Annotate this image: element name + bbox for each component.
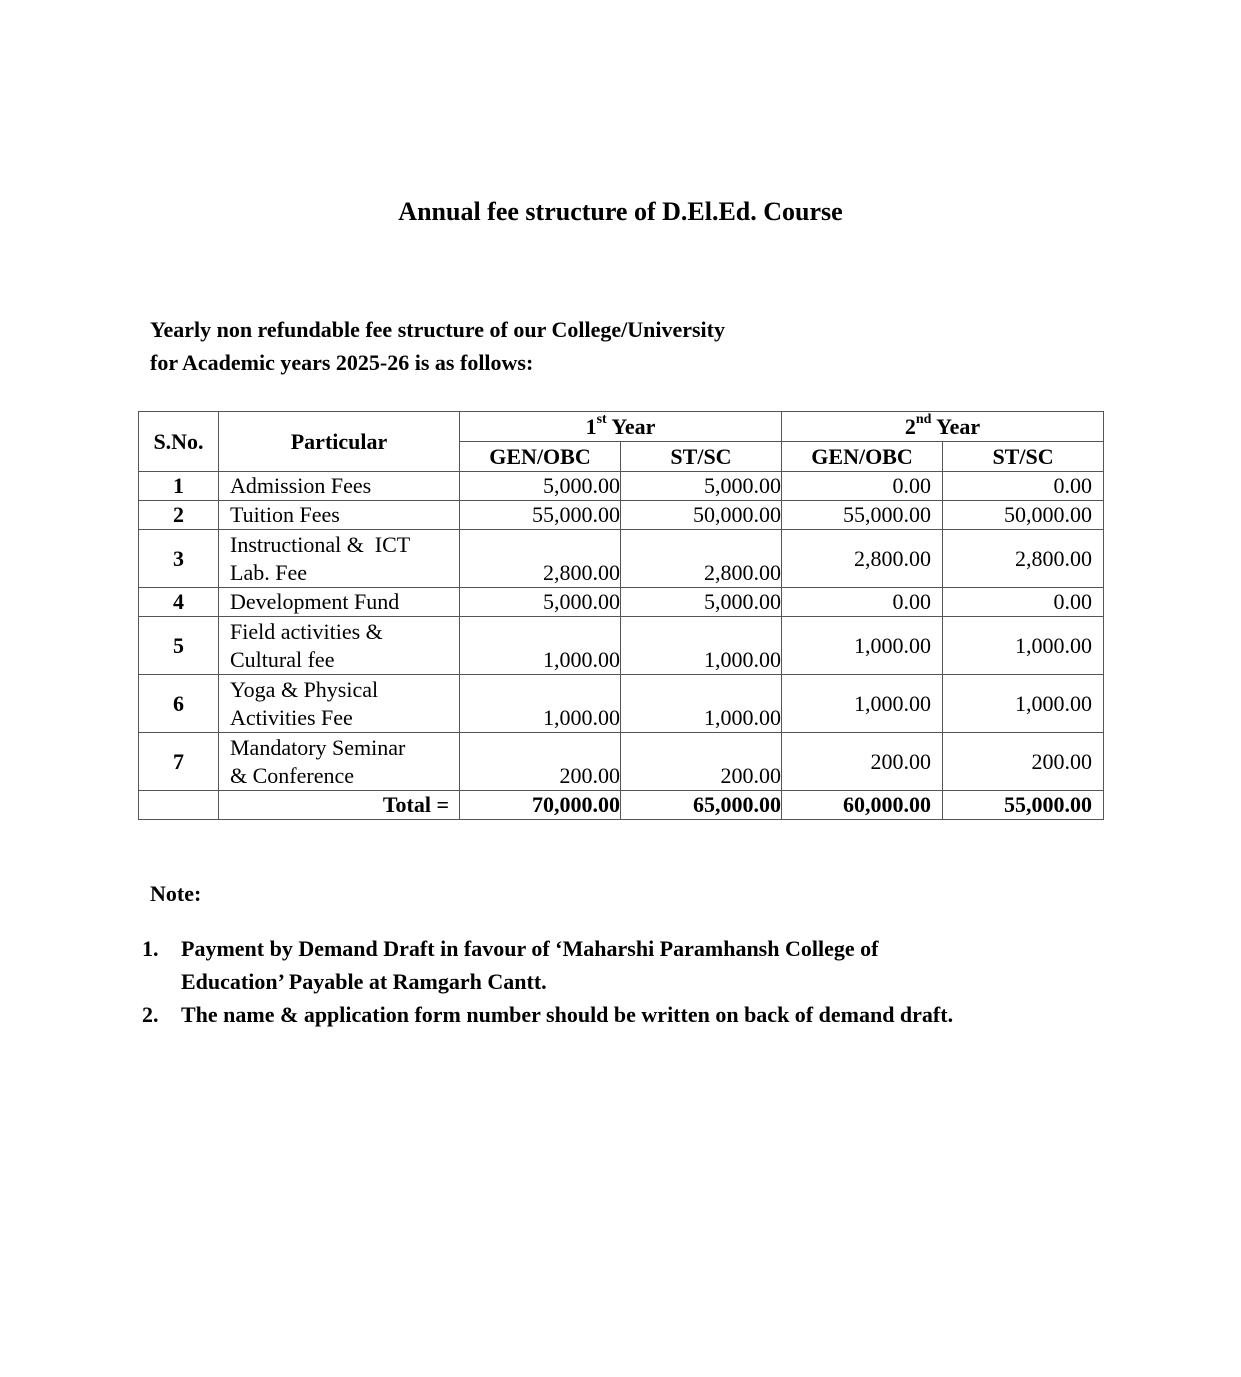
header-year-2-word: Year xyxy=(931,413,981,439)
row-particular-line-2: Cultural fee xyxy=(230,646,335,672)
notes-list xyxy=(142,932,1142,1031)
header-y1-gen-obc: GEN/OBC xyxy=(460,442,621,472)
row-y2-gen: 1,000.00 xyxy=(782,617,943,675)
row-particular-line-2: Lab. Fee xyxy=(230,559,307,585)
header-year-1-sup: st xyxy=(596,412,607,428)
row-particular: Tuition Fees xyxy=(219,501,460,530)
total-sno-empty xyxy=(139,791,219,820)
row-y1-gen: 5,000.00 xyxy=(460,472,621,501)
row-particular xyxy=(219,617,460,675)
row-y1-st: 1,000.00 xyxy=(621,675,782,733)
row-particular-line-1: Mandatory Seminar xyxy=(230,734,406,760)
header-y1-st-sc: ST/SC xyxy=(621,442,782,472)
header-year-2-num: 2 xyxy=(904,413,916,439)
note-heading: Note: xyxy=(150,881,202,906)
intro-line-1: Yearly non refundable fee structure of our College/University xyxy=(150,317,725,342)
row-particular-line-1: Instructional & ICT xyxy=(230,531,411,557)
header-y2-gen-obc: GEN/OBC xyxy=(782,442,943,472)
row-y1-gen: 1,000.00 xyxy=(460,675,621,733)
table-row xyxy=(139,588,1104,617)
row-y2-st: 1,000.00 xyxy=(943,675,1104,733)
total-y1-gen: 70,000.00 xyxy=(460,791,621,820)
note-item xyxy=(142,998,1142,1031)
intro-paragraph xyxy=(150,313,1050,379)
row-sno: 3 xyxy=(139,530,219,588)
row-y1-gen: 5,000.00 xyxy=(460,588,621,617)
row-y1-st: 5,000.00 xyxy=(621,472,782,501)
header-row-years xyxy=(139,412,1104,442)
table-row xyxy=(139,617,1104,675)
row-particular: Admission Fees xyxy=(219,472,460,501)
header-year-2-sup: nd xyxy=(915,412,932,428)
row-sno: 5 xyxy=(139,617,219,675)
row-y2-gen: 1,000.00 xyxy=(782,675,943,733)
row-particular: Development Fund xyxy=(219,588,460,617)
total-label: Total = xyxy=(219,791,460,820)
header-y2-st-sc: ST/SC xyxy=(943,442,1104,472)
row-particular xyxy=(219,675,460,733)
row-y1-gen: 200.00 xyxy=(460,733,621,791)
row-sno: 7 xyxy=(139,733,219,791)
total-y2-gen: 60,000.00 xyxy=(782,791,943,820)
row-y2-st: 50,000.00 xyxy=(943,501,1104,530)
row-y1-st: 5,000.00 xyxy=(621,588,782,617)
total-row xyxy=(139,791,1104,820)
table-row xyxy=(139,530,1104,588)
table-row xyxy=(139,501,1104,530)
row-y1-gen: 2,800.00 xyxy=(460,530,621,588)
row-y1-st: 50,000.00 xyxy=(621,501,782,530)
table-row xyxy=(139,472,1104,501)
note-number: 2. xyxy=(142,1002,159,1027)
row-sno: 2 xyxy=(139,501,219,530)
note-number: 1. xyxy=(142,936,159,961)
row-y2-gen: 0.00 xyxy=(782,588,943,617)
row-particular xyxy=(219,530,460,588)
row-y2-st: 200.00 xyxy=(943,733,1104,791)
row-y2-gen: 2,800.00 xyxy=(782,530,943,588)
row-sno: 1 xyxy=(139,472,219,501)
total-y2-st: 55,000.00 xyxy=(943,791,1104,820)
note-line-1: The name & application form number should be written on back of demand draft. xyxy=(181,1002,954,1027)
header-particular: Particular xyxy=(219,412,460,472)
header-year-2 xyxy=(782,412,1104,442)
note-item xyxy=(142,932,1142,998)
fee-table xyxy=(138,411,1104,820)
row-y1-gen: 1,000.00 xyxy=(460,617,621,675)
row-y2-gen: 200.00 xyxy=(782,733,943,791)
note-line-1: Payment by Demand Draft in favour of ‘Maharshi Paramhansh College of xyxy=(181,936,879,961)
row-particular xyxy=(219,733,460,791)
total-y1-st: 65,000.00 xyxy=(621,791,782,820)
header-year-1 xyxy=(460,412,782,442)
row-y1-st: 1,000.00 xyxy=(621,617,782,675)
row-y1-gen: 55,000.00 xyxy=(460,501,621,530)
row-sno: 6 xyxy=(139,675,219,733)
table-row xyxy=(139,733,1104,791)
table-row xyxy=(139,675,1104,733)
row-particular-line-2: Activities Fee xyxy=(230,704,353,730)
row-particular-line-1: Field activities & xyxy=(230,618,383,644)
row-sno: 4 xyxy=(139,588,219,617)
note-line-2: Education’ Payable at Ramgarh Cantt. xyxy=(181,969,547,994)
row-particular-line-1: Yoga & Physical xyxy=(230,676,379,702)
row-y2-gen: 0.00 xyxy=(782,472,943,501)
row-y1-st: 2,800.00 xyxy=(621,530,782,588)
row-y2-st: 0.00 xyxy=(943,472,1104,501)
header-sno: S.No. xyxy=(139,412,219,472)
intro-line-2: for Academic years 2025-26 is as follows: xyxy=(150,350,534,375)
document-title: Annual fee structure of D.El.Ed. Course xyxy=(398,197,843,226)
row-particular-line-2: & Conference xyxy=(230,762,354,788)
row-y2-st: 1,000.00 xyxy=(943,617,1104,675)
row-y2-st: 0.00 xyxy=(943,588,1104,617)
row-y2-gen: 55,000.00 xyxy=(782,501,943,530)
header-year-1-word: Year xyxy=(606,413,656,439)
row-y1-st: 200.00 xyxy=(621,733,782,791)
row-y2-st: 2,800.00 xyxy=(943,530,1104,588)
header-year-1-num: 1 xyxy=(585,413,597,439)
